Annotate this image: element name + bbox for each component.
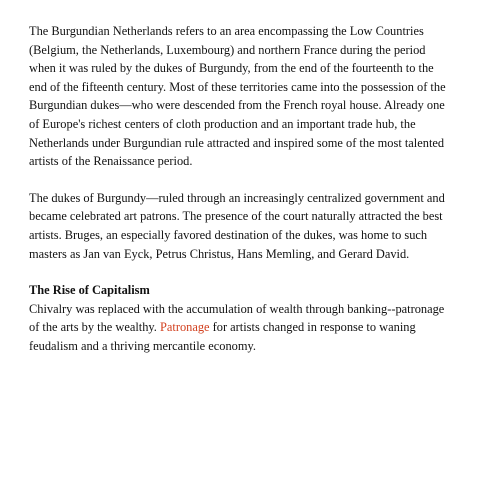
dukes-paragraph: The dukes of Burgundy—ruled through an increasingly centralized government and became celebrated art patrons. The presence of the court naturally attracted the best artists. Bruges, an especially favored destination of the dukes, was home to such masters as Jan van Eyck, Petrus Christus, Hans Memling, and Gerard David. [29, 190, 445, 261]
capitalism-paragraph [29, 300, 452, 356]
section-heading: The Rise of Capitalism [29, 283, 150, 298]
intro-paragraph: The Burgundian Netherlands refers to an area encompassing the Low Countries (Belgium, the Netherlands, Luxembourg) and northern France during the period when it was ruled by the dukes of Burgundy, from the end of the fourteenth to the end of the fifteenth century. Most of these territories came into the possession of the Burgundian dukes—who were descended from the French royal house. Already one of Europe's richest centers of cloth production and an important trade hub, the Netherlands under Burgundian rule attracted and inspired some of the most talented artists of the Renaissance period. [29, 24, 446, 169]
capitalism-section [29, 281, 452, 355]
paragraph-text-start: Chivalry was replaced with the accumulation of wealth through banking--patronage of the arts by the wealthy. [29, 301, 445, 335]
paragraph-text-end: for artists changed in response to waning feudalism and a thriving mercantile economy. [29, 320, 416, 353]
patronage-link[interactable]: Patronage [159, 320, 210, 335]
